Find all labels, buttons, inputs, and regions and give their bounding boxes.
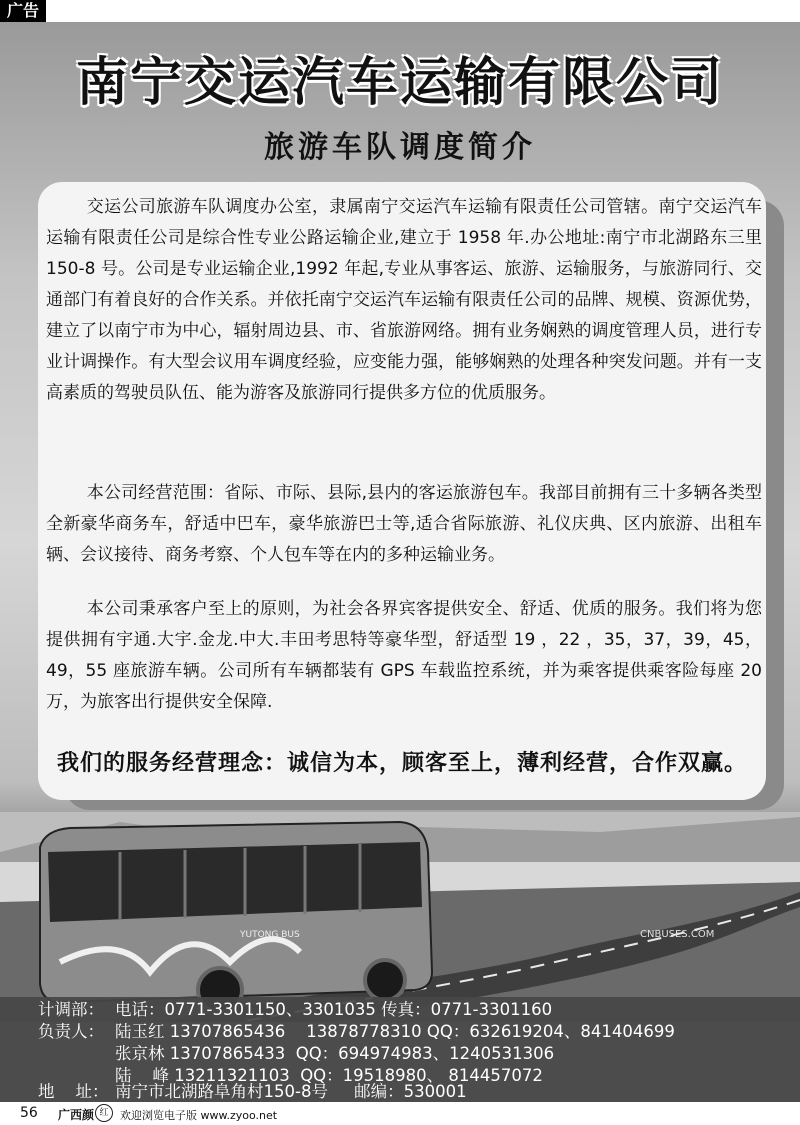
company-title: 南宁交运汽车运输有限公司 [75, 53, 724, 113]
page-number: 56 [20, 1105, 38, 1121]
scope-paragraph: 本公司经营范围：省际、市际、县际,县内的客运旅游包车。我部目前拥有三十多辆各类型全新豪华商务车，舒适中巴车，豪华旅游巴士等,适合省际旅游、礼仪庆典、区内旅游、出租车辆、会议接待、商务考察、个人包车等在内的多种运输业务。 [46, 483, 762, 565]
advertisement-poster [0, 22, 800, 1102]
service-slogan: 我们的服务经营理念：诚信为本，顾客至上，薄利经营，合作双赢。 [56, 751, 747, 776]
contact-panel [0, 997, 800, 1102]
intro-paragraph: 交运公司旅游车队调度办公室，隶属南宁交运汽车运输有限责任公司管辖。南宁交运汽车运输有限责任公司是综合性专业公路运输企业,建立于 1958 年.办公地址:南宁市北湖路东三里 150-8 号。公司是专业运输企业,1992 年起,专业从事客运、旅游、运输服务，与旅游同行、交通部门有着良好的合作关系。并依托南宁交运汽车运输有限责任公司的品牌、规模、资源优势，建立了以南宁市为中心，辐射周边县、市、省旅游网络。拥有业务娴熟的调度管理人员，进行专业计调操作。有大型会议用车调度经验，应变能力强，能够娴熟的处理各种突发问题。并有一支高素质的驾驶员队伍、能为游客及旅游同行提供多方位的优质服务。 [46, 197, 762, 403]
dispatch-value: 电话：0771-3301150、3301035 传真：0771-3301160 [115, 1000, 553, 1019]
manager-line-3: 陆 峰 13211321103 QQ：19518980、 814457072 [115, 1066, 543, 1085]
magazine-logo-icon: 红 [95, 1104, 113, 1122]
top-bar [0, 0, 800, 22]
manager-line-1: 陆玉红 13707865436 13878778310 QQ：632619204、841404699 [115, 1022, 675, 1041]
section-subtitle: 旅游车队调度简介 [264, 130, 536, 165]
page-footer [0, 1102, 800, 1125]
ad-tag: 广告 [0, 0, 46, 22]
tour-bus [40, 822, 432, 1012]
bus-brand-label: YUTONG BUS [240, 930, 300, 940]
address-value: 南宁市北湖路阜角村150-8号 邮编：530001 [115, 1082, 467, 1101]
manager-line-2: 张京林 13707865433 QQ：694974983、1240531306 [115, 1044, 555, 1063]
manager-label: 负责人： [38, 1022, 104, 1041]
address-label: 地 址： [38, 1082, 109, 1101]
dispatch-label: 计调部： [38, 1000, 104, 1019]
footer-website-text[interactable]: 欢迎浏览电子版 www.zyoo.net [120, 1109, 278, 1122]
bus-road-photo [0, 812, 800, 1022]
watermark-text: CNBUSES.COM [640, 929, 715, 940]
service-paragraph: 本公司秉承客户至上的原则，为社会各界宾客提供安全、舒适、优质的服务。我们将为您提供拥有宇通.大宇.金龙.中大.丰田考思特等豪华型，舒适型 19 ，22 ，35，37，39，45，49，55 座旅游车辆。公司所有车辆都装有 GPS 车载监控系统，并为乘客提供乘客险每座 20 万，为旅客出行提供安全保障. [46, 599, 762, 712]
magazine-name: 广西颜 [58, 1108, 95, 1122]
